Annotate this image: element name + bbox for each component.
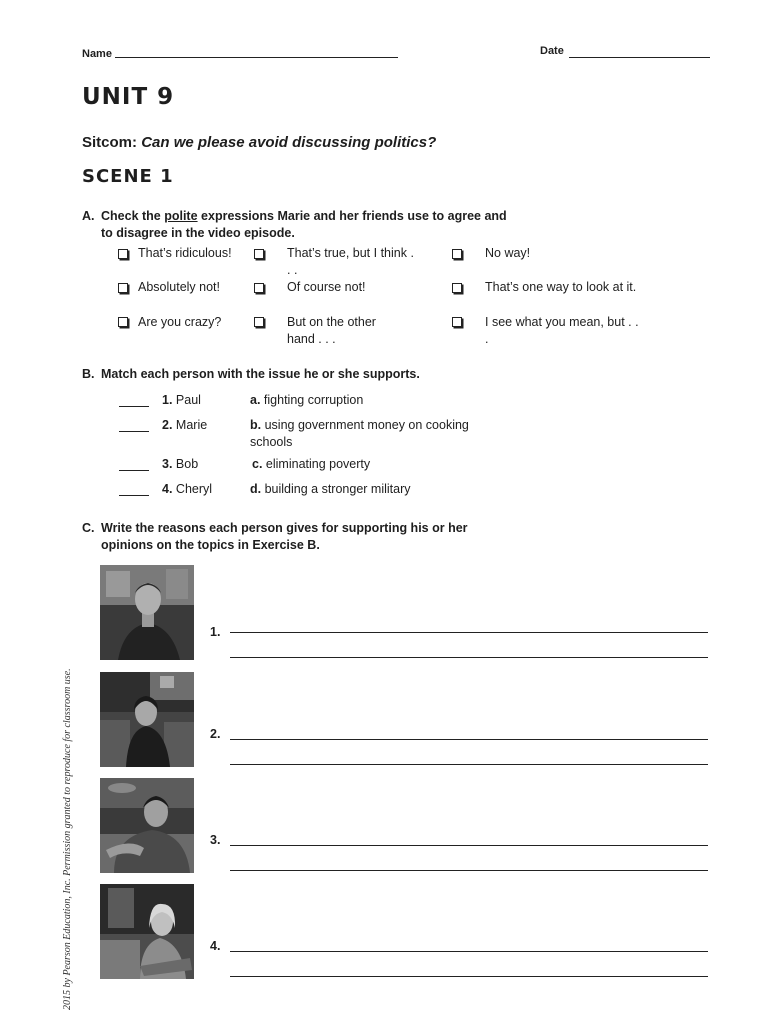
issue-item <box>252 456 370 473</box>
option-label: But on the other hand . . . <box>287 315 376 346</box>
checkbox[interactable] <box>118 317 128 327</box>
issue-letter: a. <box>250 393 261 407</box>
issue-text: using government money on cooking schools <box>250 418 469 449</box>
person-item <box>162 392 201 409</box>
checkbox[interactable] <box>452 283 462 293</box>
option-label: I see what you mean, but . . . <box>485 315 639 346</box>
person-item <box>162 481 212 498</box>
person-name: Marie <box>175 418 208 432</box>
person-number: 2. <box>162 418 173 432</box>
question-emphasis: polite <box>164 209 198 223</box>
person-name: Bob <box>175 457 199 471</box>
match-blank[interactable] <box>119 431 149 432</box>
photo-paul <box>100 565 194 660</box>
sitcom-title: Can we please avoid discussing politics? <box>141 134 437 151</box>
issue-text: building a stronger military <box>264 482 411 496</box>
photo-cheryl <box>100 884 194 979</box>
checkbox[interactable] <box>452 249 462 259</box>
answer-line[interactable] <box>230 951 708 952</box>
person-name: Paul <box>175 393 201 407</box>
copyright-notice: 2015 by Pearson Education, Inc. Permission granted to reproduce for classroom use. <box>62 668 73 1010</box>
issue-letter: c. <box>252 457 263 471</box>
section-c-letter: C. <box>82 521 95 535</box>
photo-marie <box>100 672 194 767</box>
question-text: Write the reasons each person gives for supporting his or her <box>101 521 468 535</box>
scene-title: SCENE 1 <box>82 166 174 187</box>
answer-line[interactable] <box>230 976 708 977</box>
question-text: to disagree in the video episode. <box>101 226 295 240</box>
match-blank[interactable] <box>119 495 149 496</box>
answer-line[interactable] <box>230 870 708 871</box>
sitcom-label: Sitcom: <box>82 134 138 151</box>
checkbox[interactable] <box>254 283 264 293</box>
person-name: Cheryl <box>175 482 213 496</box>
checkbox[interactable] <box>254 249 264 259</box>
answer-number: 4. <box>210 939 221 953</box>
person-number: 3. <box>162 457 173 471</box>
section-c-question <box>101 520 521 554</box>
section-a-question <box>101 208 561 242</box>
question-text: opinions on the topics in Exercise B. <box>101 538 320 552</box>
option-label: That’s ridiculous! <box>138 246 232 260</box>
person-item <box>162 456 198 473</box>
section-a-letter: A. <box>82 209 95 223</box>
match-blank[interactable] <box>119 406 149 407</box>
match-blank[interactable] <box>119 470 149 471</box>
option-label: That’s true, but I think . . . <box>287 246 414 277</box>
issue-item <box>250 392 363 409</box>
issue-text: eliminating poverty <box>265 457 371 471</box>
answer-line[interactable] <box>230 764 708 765</box>
answer-line[interactable] <box>230 632 708 633</box>
question-text: expressions Marie and her friends use to agree and <box>197 209 507 223</box>
person-number: 4. <box>162 482 173 496</box>
option-label: Of course not! <box>287 280 366 294</box>
answer-line[interactable] <box>230 739 708 740</box>
date-label: Date <box>540 45 564 57</box>
option-label: Absolutely not! <box>138 280 220 294</box>
checkbox[interactable] <box>118 283 128 293</box>
date-field[interactable] <box>569 57 710 58</box>
issue-item <box>250 481 411 498</box>
section-b-question: Match each person with the issue he or she supports. <box>101 367 420 381</box>
option-label: No way! <box>485 246 531 260</box>
answer-number: 2. <box>210 727 221 741</box>
answer-line[interactable] <box>230 845 708 846</box>
option-label: Are you crazy? <box>138 315 222 329</box>
unit-title: UNIT 9 <box>82 84 175 110</box>
name-label: Name <box>82 48 112 60</box>
photo-bob <box>100 778 194 873</box>
question-text: Check the <box>101 209 165 223</box>
checkbox[interactable] <box>118 249 128 259</box>
issue-text: fighting corruption <box>263 393 364 407</box>
issue-letter: b. <box>250 418 262 432</box>
sitcom-heading <box>82 134 436 151</box>
option-label: That’s one way to look at it. <box>485 280 637 294</box>
issue-letter: d. <box>250 482 262 496</box>
checkbox[interactable] <box>452 317 462 327</box>
name-field[interactable] <box>115 57 398 58</box>
answer-number: 3. <box>210 833 221 847</box>
section-b-letter: B. <box>82 367 95 381</box>
answer-number: 1. <box>210 625 221 639</box>
person-number: 1. <box>162 393 173 407</box>
issue-item <box>250 417 500 451</box>
checkbox[interactable] <box>254 317 264 327</box>
answer-line[interactable] <box>230 657 708 658</box>
person-item <box>162 417 207 434</box>
